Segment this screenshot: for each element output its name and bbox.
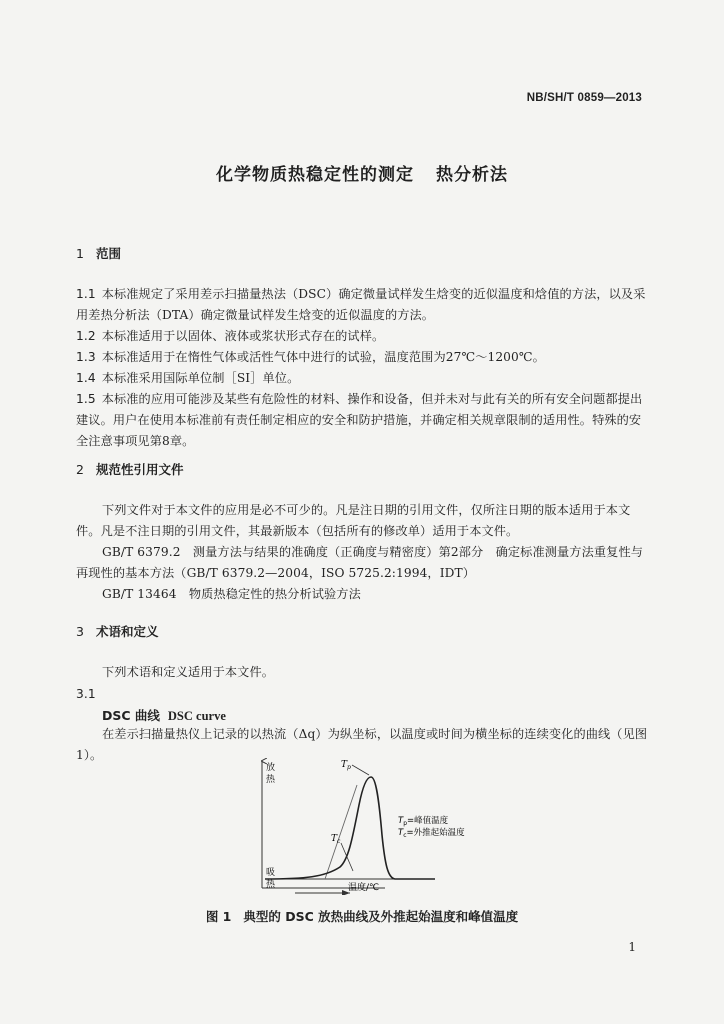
term-english: DSC curve xyxy=(167,709,226,723)
clause-1-5: 1.5 本标准的应用可能涉及某些有危险性的材料、操作和设备，但并未对与此有关的所有安全问题都提出建议。用户在使用本标准前有责任制定相应的安全和防护措施，并确定相关规章限制的适用性。特殊的安全注意事项见第8章。 xyxy=(76,392,643,448)
y-top-label-1: 放 xyxy=(266,763,276,773)
clause-1-1: 1.1 本标准规定了采用差示扫描量热法（DSC）确定微量试样发生焓变的近似温度和焓值的方法，以及采用差热分析法（DTA）确定微量试样发生焓变的近似温度的方法。 xyxy=(76,287,646,322)
section-2-intro: 下列文件对于本文件的应用是必不可少的。凡是注日期的引用文件，仅所注日期的版本适用于本文件。凡是不注日期的引用文件，其最新版本（包括所有的修改单）适用于本文件。 xyxy=(76,503,631,538)
page-number: 1 xyxy=(628,940,636,954)
clause-1-2: 1.2 本标准适用于以固体、液体或浆状形式存在的试样。 xyxy=(76,329,385,343)
document-title xyxy=(0,160,724,185)
reference-gbt-6379-2: GB/T 6379.2 测量方法与结果的准确度（正确度与精密度）第2部分 确定标准测量方法重复性与再现性的基本方法（GB/T 6379.2—2004，ISO 5725.2:1994，IDT） xyxy=(76,545,644,580)
dsc-curve-figure xyxy=(245,755,475,895)
term-dsc-curve xyxy=(102,706,226,724)
y-top-label-2: 热 xyxy=(266,775,276,785)
section-1-heading: 1 范围 xyxy=(76,246,122,261)
title-sub: 热分析法 xyxy=(436,165,508,185)
tc-marker: $T_c$ xyxy=(331,834,341,845)
figure-caption-text: 典型的 DSC 放热曲线及外推起始温度和峰值温度 xyxy=(243,909,519,924)
section-3-intro: 下列术语和定义适用于本文件。 xyxy=(102,665,275,679)
term-chinese: DSC 曲线 xyxy=(102,708,160,723)
tc-leader xyxy=(341,843,353,871)
y-bottom-label-2: 热 xyxy=(266,880,276,890)
figure-number: 图 1 xyxy=(205,909,232,924)
standard-number: NB/SH/T 0859—2013 xyxy=(526,92,642,104)
term-definition: 在差示扫描量热仪上记录的以热流（Δq）为纵坐标，以温度或时间为横坐标的连续变化的曲线（见图1）。 xyxy=(76,727,648,762)
figure-caption xyxy=(0,907,724,925)
reference-gbt-13464: GB/T 13464 物质热稳定性的热分析试验方法 xyxy=(102,587,361,601)
x-axis-label: 温度/℃ xyxy=(348,883,380,893)
tp-leader xyxy=(352,765,369,775)
section-2-heading: 2 规范性引用文件 xyxy=(76,462,184,477)
clause-3-1-number: 3.1 xyxy=(76,687,96,701)
title-main: 化学物质热稳定性的测定 xyxy=(216,165,414,185)
tp-marker: $T_p$ xyxy=(341,760,351,771)
clause-1-3: 1.3 本标准适用于在惰性气体或活性气体中进行的试验，温度范围为27℃～1200℃。 xyxy=(76,350,545,364)
clause-1-4: 1.4 本标准采用国际单位制［SI］单位。 xyxy=(76,371,300,385)
legend-tp: $T_p=$峰值温度 xyxy=(398,816,449,827)
section-3-heading: 3 术语和定义 xyxy=(76,624,159,639)
legend-tc: $T_c=$外推起始温度 xyxy=(398,828,465,839)
y-bottom-label-1: 吸 xyxy=(266,868,276,878)
